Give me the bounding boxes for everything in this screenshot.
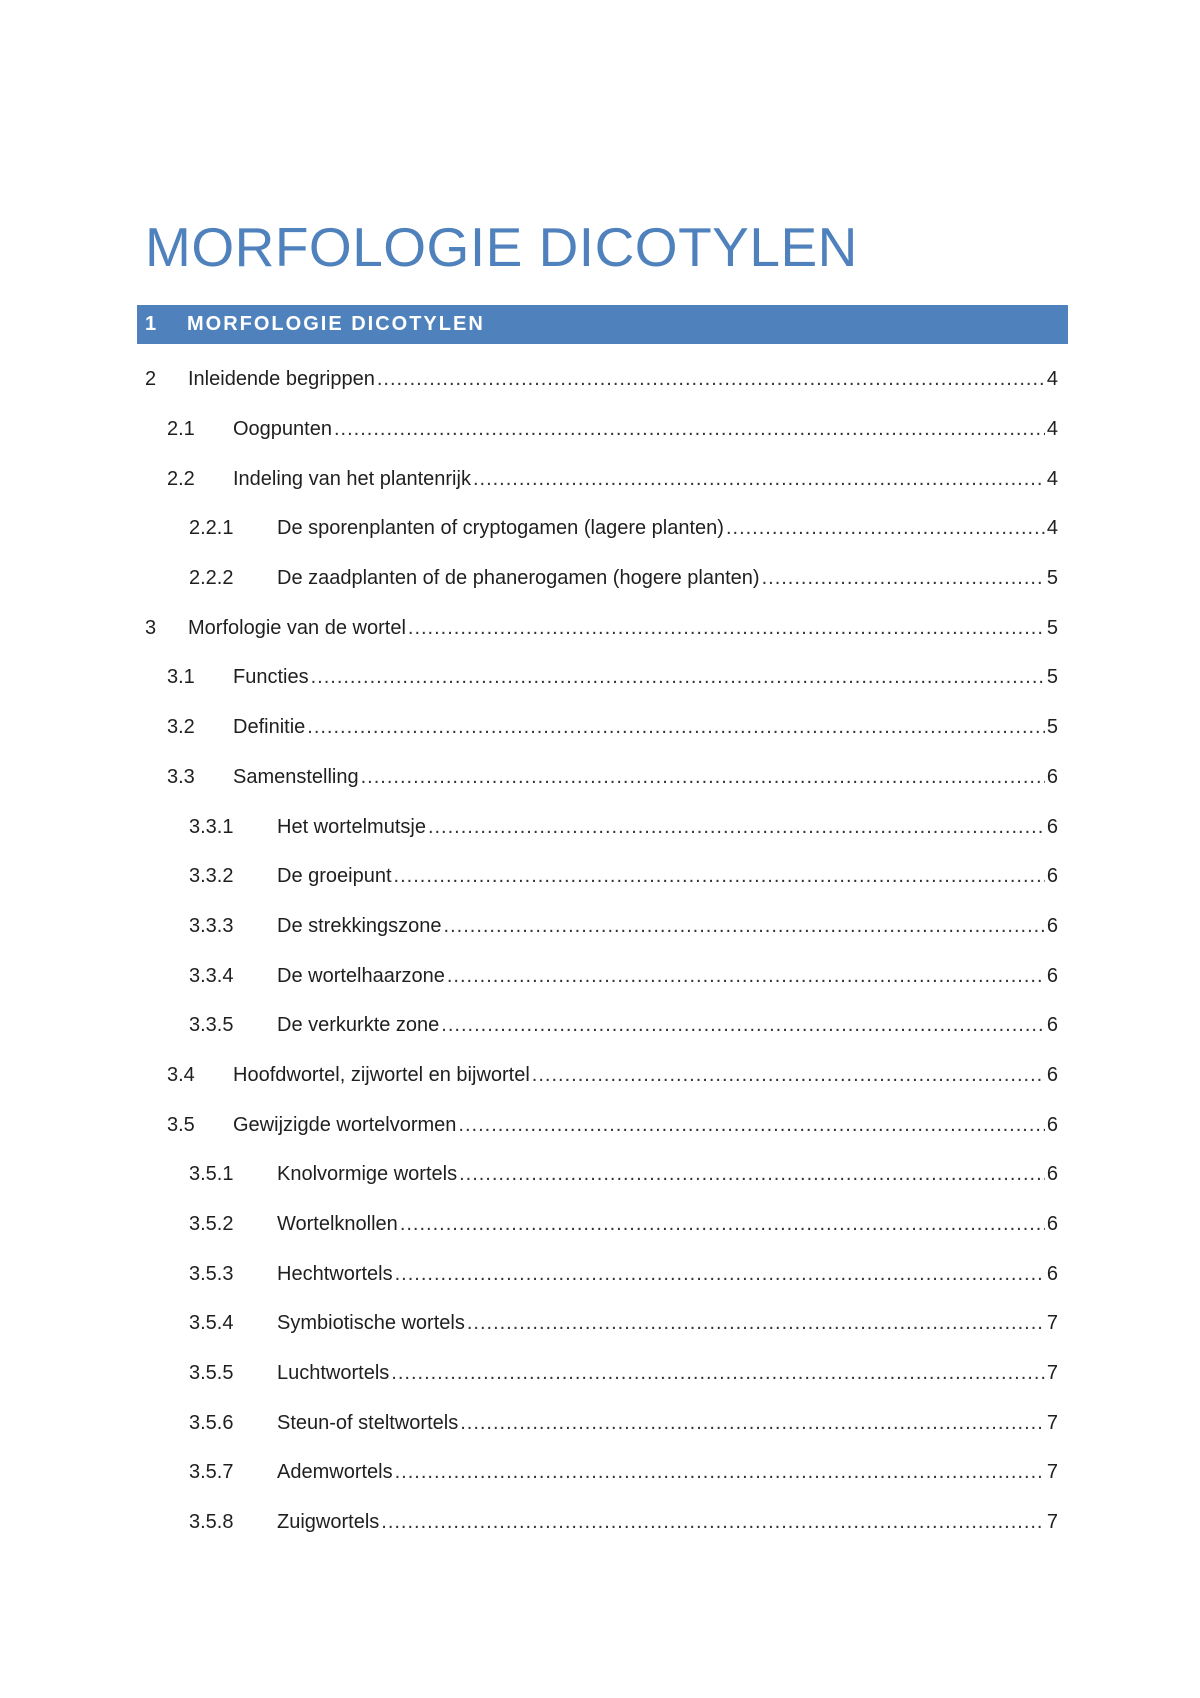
toc-dot-leader xyxy=(467,1312,1045,1335)
toc-entry-title[interactable]: Knolvormige wortels xyxy=(277,1163,458,1186)
toc-entry-line xyxy=(233,716,1058,739)
toc-dot-leader xyxy=(334,418,1045,441)
toc-dot-leader xyxy=(726,517,1045,540)
toc-dot-leader xyxy=(459,1163,1045,1186)
toc-entry[interactable] xyxy=(0,1349,1200,1399)
toc-entry[interactable] xyxy=(0,603,1200,653)
toc-entry[interactable] xyxy=(0,852,1200,902)
toc-entry-number: 3.5.7 xyxy=(189,1461,234,1484)
toc-entry-line xyxy=(277,1163,1058,1186)
toc-dot-leader xyxy=(532,1064,1045,1087)
toc-dot-leader xyxy=(395,1263,1045,1286)
toc-entry-number: 3.4 xyxy=(167,1063,195,1086)
toc-entry-number: 2.2.2 xyxy=(189,567,234,590)
toc-entry-line xyxy=(277,1213,1058,1236)
toc-entry-number: 3.5.2 xyxy=(189,1213,234,1236)
toc-dot-leader xyxy=(377,368,1045,391)
toc-entry-line xyxy=(188,617,1058,640)
toc-entry-number: 3.3 xyxy=(167,765,195,788)
toc-entry-page-number: 5 xyxy=(1046,567,1058,590)
toc-entry-page-number: 7 xyxy=(1046,1511,1058,1534)
toc-dot-leader xyxy=(408,617,1045,640)
toc-dot-leader xyxy=(473,468,1045,491)
toc-entry-number: 3.3.2 xyxy=(189,865,234,888)
table-of-contents xyxy=(0,355,1200,1548)
toc-entry-line xyxy=(277,1312,1058,1335)
toc-entry-title[interactable]: Indeling van het plantenrijk xyxy=(233,467,471,490)
toc-entry-number: 3 xyxy=(145,616,157,639)
toc-entry[interactable] xyxy=(0,504,1200,554)
heading-1-number: 1 xyxy=(145,313,159,335)
toc-entry-title[interactable]: Symbiotische wortels xyxy=(277,1312,465,1335)
toc-entry-title[interactable]: Definitie xyxy=(233,716,306,739)
toc-entry-title[interactable]: De zaadplanten of de phanerogamen (hogere planten) xyxy=(277,567,760,590)
toc-entry[interactable] xyxy=(0,1150,1200,1200)
toc-dot-leader xyxy=(447,965,1045,988)
toc-entry[interactable] xyxy=(0,355,1200,405)
toc-entry-title[interactable]: Steun-of steltwortels xyxy=(277,1411,459,1434)
toc-entry-number: 3.5 xyxy=(167,1113,195,1136)
toc-entry-line xyxy=(277,816,1058,839)
toc-entry-number: 3.5.4 xyxy=(189,1312,234,1335)
toc-entry[interactable] xyxy=(0,1249,1200,1299)
toc-entry-page-number: 6 xyxy=(1046,865,1058,888)
toc-entry-page-number: 4 xyxy=(1046,517,1058,540)
toc-dot-leader xyxy=(394,865,1045,888)
toc-entry-number: 3.5.5 xyxy=(189,1362,234,1385)
toc-dot-leader xyxy=(391,1362,1045,1385)
toc-entry-page-number: 6 xyxy=(1046,815,1058,838)
toc-entry-line xyxy=(188,368,1058,391)
toc-entry-page-number: 5 xyxy=(1046,666,1058,689)
toc-entry-page-number: 4 xyxy=(1046,418,1058,441)
toc-entry-title[interactable]: De groeipunt xyxy=(277,865,392,888)
toc-entry[interactable] xyxy=(0,1200,1200,1250)
toc-entry-page-number: 6 xyxy=(1046,1213,1058,1236)
document-title: MORFOLOGIE DICOTYLEN xyxy=(145,216,858,278)
toc-entry-title[interactable]: De verkurkte zone xyxy=(277,1014,440,1037)
toc-dot-leader xyxy=(361,766,1045,789)
toc-entry-number: 3.2 xyxy=(167,716,195,739)
toc-entry-title[interactable]: De strekkingszone xyxy=(277,914,442,937)
toc-entry-number: 3.3.1 xyxy=(189,815,234,838)
toc-entry-page-number: 6 xyxy=(1046,914,1058,937)
heading-1-bar xyxy=(137,305,1068,344)
toc-dot-leader xyxy=(460,1412,1045,1435)
toc-entry-page-number: 5 xyxy=(1046,716,1058,739)
toc-entry-number: 3.5.6 xyxy=(189,1411,234,1434)
toc-entry-page-number: 4 xyxy=(1046,467,1058,490)
toc-entry-number: 2 xyxy=(145,368,157,391)
toc-entry-title[interactable]: Hoofdwortel, zijwortel en bijwortel xyxy=(233,1063,530,1086)
toc-entry-title[interactable]: Ademwortels xyxy=(277,1461,393,1484)
toc-entry-title[interactable]: Morfologie van de wortel xyxy=(188,616,406,639)
toc-entry-line xyxy=(277,865,1058,888)
toc-entry-page-number: 6 xyxy=(1046,1063,1058,1086)
toc-entry-number: 3.5.3 xyxy=(189,1262,234,1285)
toc-entry-title[interactable]: De wortelhaarzone xyxy=(277,964,445,987)
toc-dot-leader xyxy=(311,666,1045,689)
toc-entry-number: 3.1 xyxy=(167,666,195,689)
toc-entry-number: 3.5.8 xyxy=(189,1511,234,1534)
toc-entry-page-number: 4 xyxy=(1046,368,1058,391)
toc-entry[interactable] xyxy=(0,1100,1200,1150)
toc-entry-number: 3.3.4 xyxy=(189,964,234,987)
toc-entry[interactable] xyxy=(0,653,1200,703)
toc-entry[interactable] xyxy=(0,554,1200,604)
toc-entry[interactable] xyxy=(0,1051,1200,1101)
toc-entry-page-number: 7 xyxy=(1046,1411,1058,1434)
toc-entry[interactable] xyxy=(0,802,1200,852)
toc-entry-page-number: 6 xyxy=(1046,1113,1058,1136)
toc-entry-line xyxy=(277,1511,1058,1534)
toc-entry-title[interactable]: Hechtwortels xyxy=(277,1262,393,1285)
toc-entry[interactable] xyxy=(0,1299,1200,1349)
toc-entry-title[interactable]: Gewijzigde wortelvormen xyxy=(233,1113,457,1136)
toc-entry-line xyxy=(277,1362,1058,1385)
toc-entry-title[interactable]: Samenstelling xyxy=(233,765,359,788)
toc-entry-line xyxy=(233,1114,1058,1137)
toc-entry-title[interactable]: Wortelknollen xyxy=(277,1213,398,1236)
toc-entry-line xyxy=(233,666,1058,689)
toc-entry[interactable] xyxy=(0,454,1200,504)
toc-entry-title[interactable]: De sporenplanten of cryptogamen (lagere planten) xyxy=(277,517,724,540)
toc-dot-leader xyxy=(395,1461,1045,1484)
toc-dot-leader xyxy=(400,1213,1045,1236)
toc-entry[interactable] xyxy=(0,1448,1200,1498)
toc-entry-line xyxy=(277,567,1058,590)
toc-dot-leader xyxy=(428,816,1045,839)
toc-entry-line xyxy=(277,1263,1058,1286)
toc-entry-title[interactable]: Functies xyxy=(233,666,309,689)
toc-entry-number: 3.3.3 xyxy=(189,914,234,937)
toc-entry-page-number: 6 xyxy=(1046,1163,1058,1186)
toc-entry-line xyxy=(233,468,1058,491)
toc-entry-page-number: 6 xyxy=(1046,1014,1058,1037)
toc-entry-line xyxy=(277,915,1058,938)
toc-entry[interactable] xyxy=(0,753,1200,803)
toc-entry[interactable] xyxy=(0,951,1200,1001)
toc-dot-leader xyxy=(762,567,1045,590)
toc-entry-page-number: 7 xyxy=(1046,1461,1058,1484)
toc-entry[interactable] xyxy=(0,703,1200,753)
toc-entry[interactable] xyxy=(0,1498,1200,1548)
toc-entry[interactable] xyxy=(0,1001,1200,1051)
toc-entry-number: 2.1 xyxy=(167,418,195,441)
toc-entry[interactable] xyxy=(0,1398,1200,1448)
toc-entry-page-number: 6 xyxy=(1046,964,1058,987)
toc-entry-line xyxy=(277,965,1058,988)
toc-dot-leader xyxy=(444,915,1045,938)
toc-entry-line xyxy=(233,766,1058,789)
heading-1-text: MORFOLOGIE DICOTYLEN xyxy=(187,313,485,335)
toc-entry-page-number: 6 xyxy=(1046,765,1058,788)
toc-entry-line xyxy=(277,517,1058,540)
toc-entry-line xyxy=(233,418,1058,441)
toc-entry-line xyxy=(277,1014,1058,1037)
toc-entry-number: 2.2.1 xyxy=(189,517,234,540)
toc-entry-title[interactable]: Oogpunten xyxy=(233,418,332,441)
toc-entry-number: 3.5.1 xyxy=(189,1163,234,1186)
toc-dot-leader xyxy=(458,1114,1044,1137)
toc-entry[interactable] xyxy=(0,902,1200,952)
toc-entry-line xyxy=(233,1064,1058,1087)
toc-dot-leader xyxy=(441,1014,1045,1037)
toc-entry-page-number: 5 xyxy=(1046,616,1058,639)
toc-entry-page-number: 7 xyxy=(1046,1362,1058,1385)
toc-entry-number: 3.3.5 xyxy=(189,1014,234,1037)
toc-entry-page-number: 7 xyxy=(1046,1312,1058,1335)
toc-entry-title[interactable]: Het wortelmutsje xyxy=(277,815,426,838)
toc-entry-line xyxy=(277,1461,1058,1484)
toc-entry-title[interactable]: Inleidende begrippen xyxy=(188,368,375,391)
toc-entry-line xyxy=(277,1412,1058,1435)
toc-entry[interactable] xyxy=(0,405,1200,455)
toc-entry-title[interactable]: Luchtwortels xyxy=(277,1362,390,1385)
toc-dot-leader xyxy=(307,716,1045,739)
toc-entry-number: 2.2 xyxy=(167,467,195,490)
toc-dot-leader xyxy=(381,1511,1045,1534)
toc-entry-page-number: 6 xyxy=(1046,1262,1058,1285)
toc-entry-title[interactable]: Zuigwortels xyxy=(277,1511,380,1534)
